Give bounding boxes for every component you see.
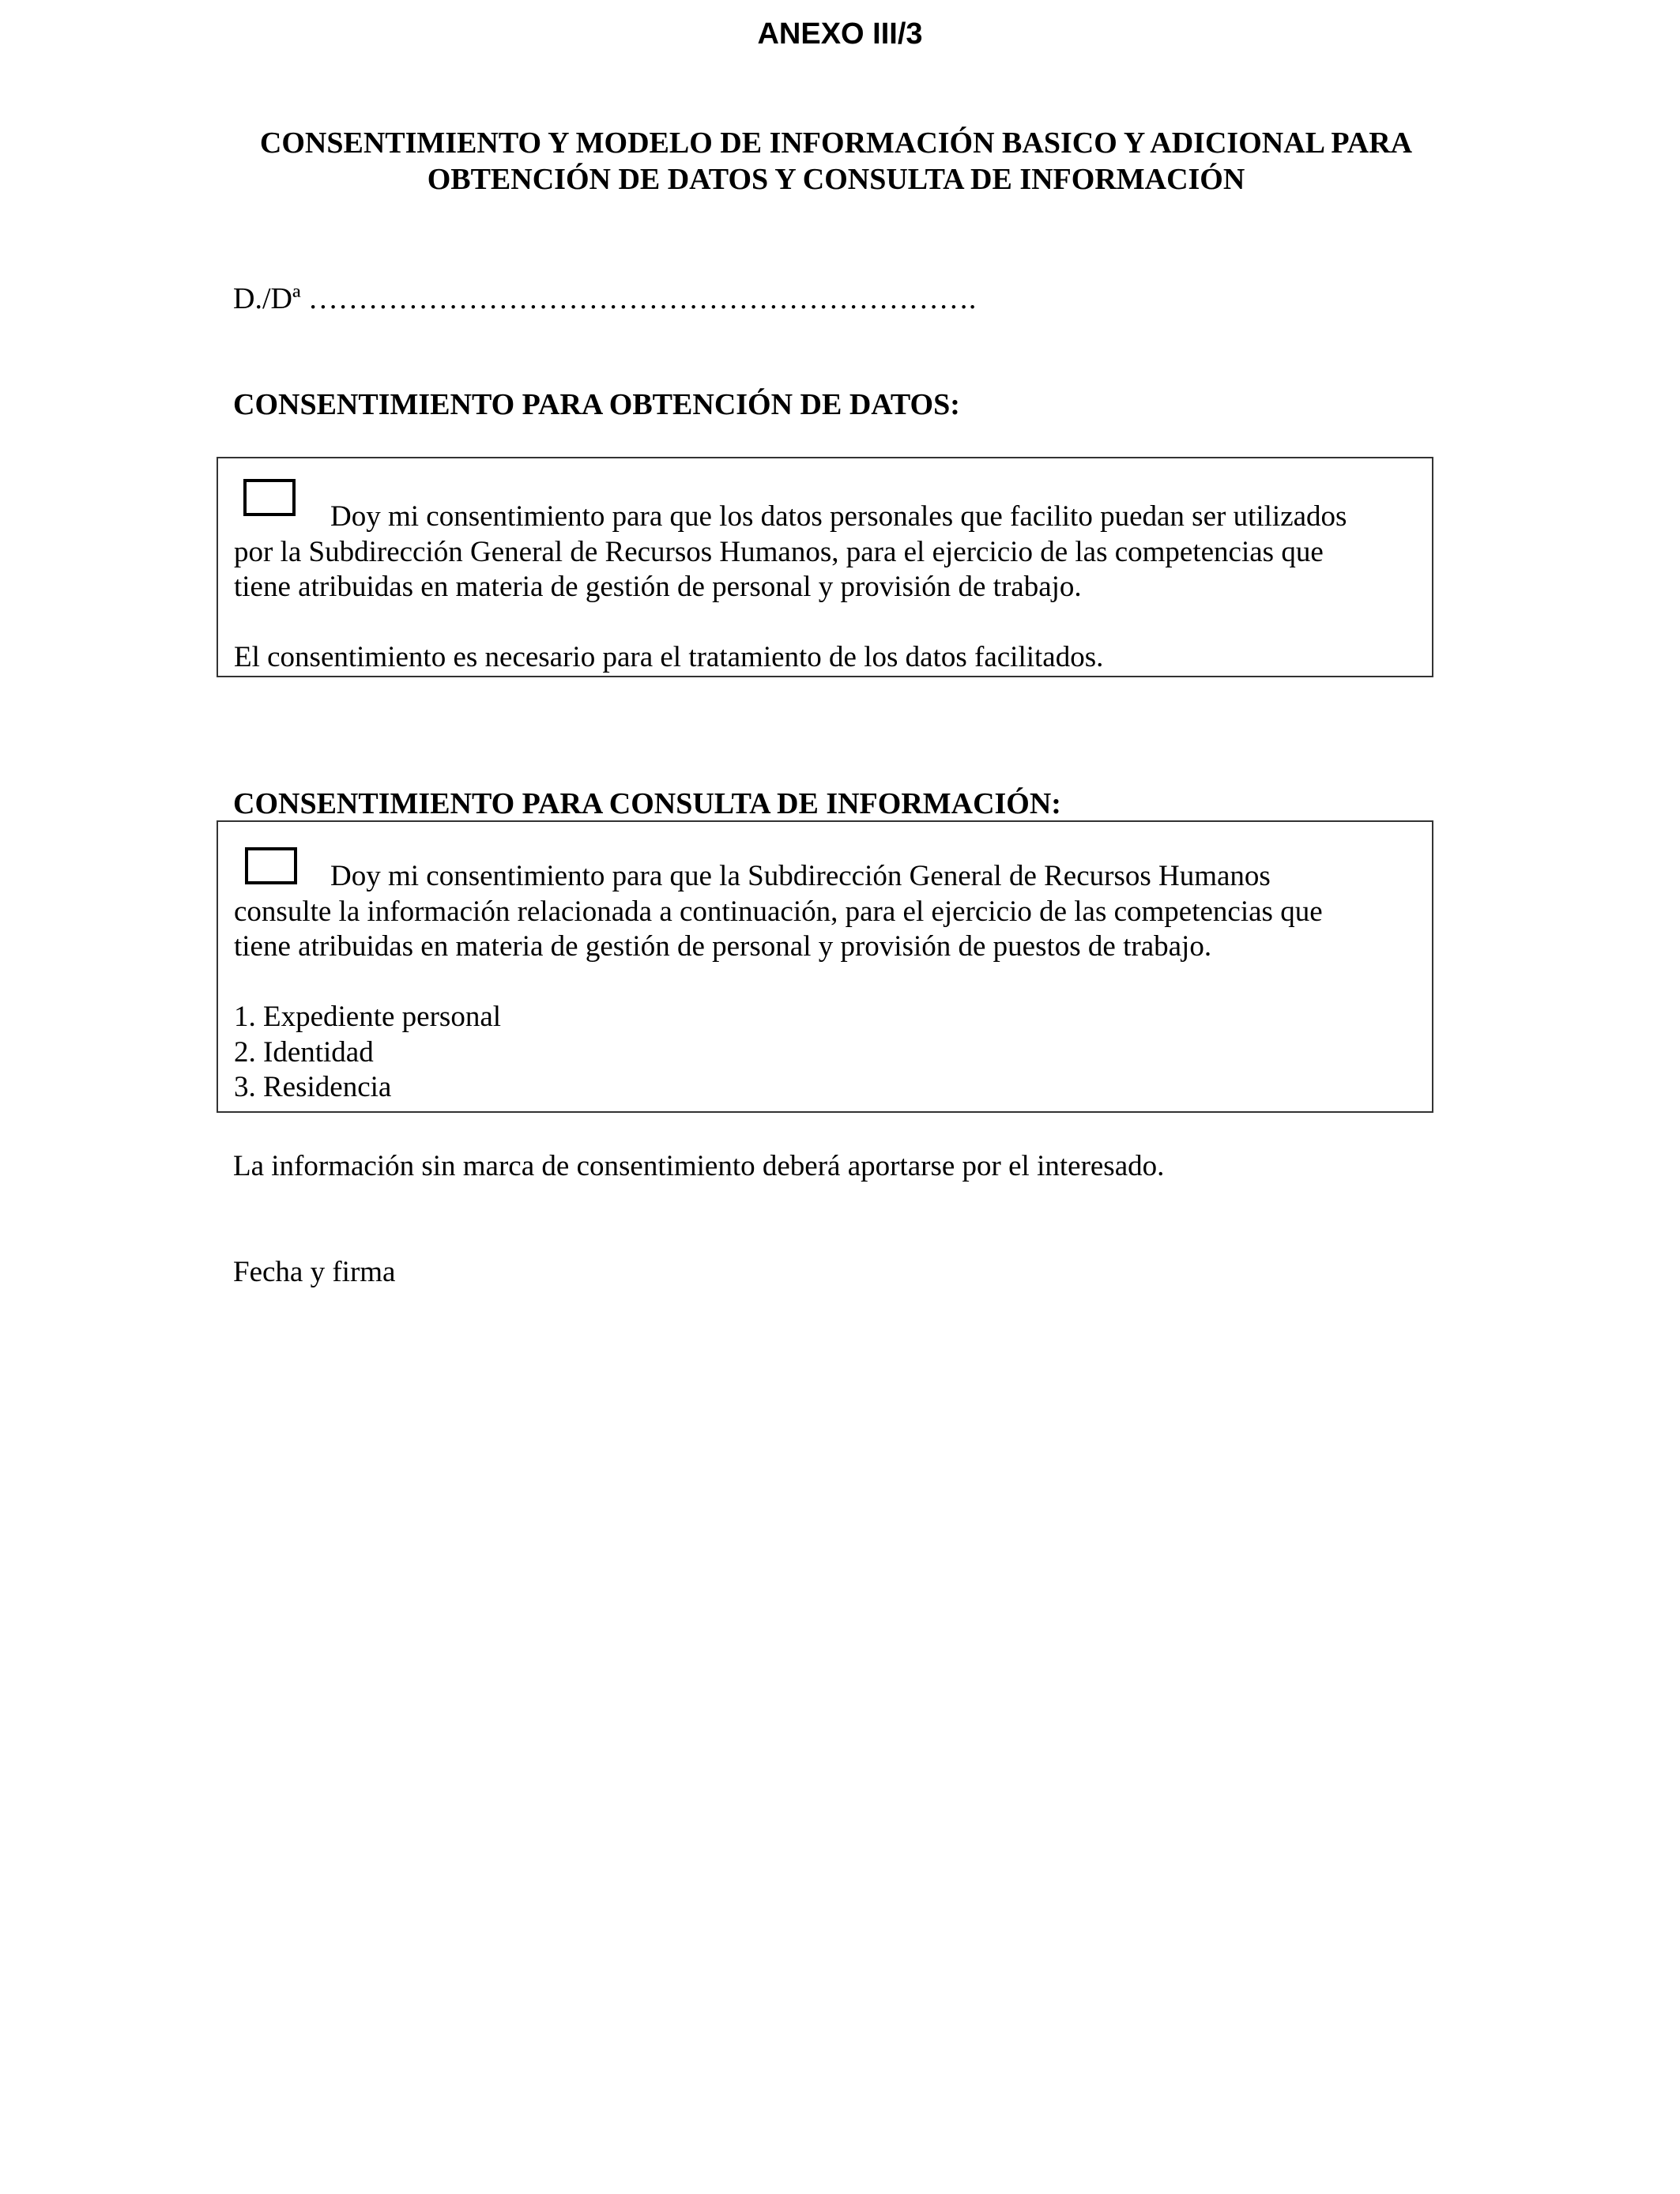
list-item-expediente: 1. Expediente personal bbox=[234, 1001, 502, 1033]
data-consent-line-3: tiene atribuidas en materia de gestión de personal y provisión de trabajo. bbox=[234, 571, 1082, 603]
list-item-residencia: 3. Residencia bbox=[234, 1071, 392, 1103]
name-field[interactable]: D./Dª …………………………………………………………. bbox=[233, 282, 977, 315]
info-consent-heading: CONSENTIMIENTO PARA CONSULTA DE INFORMACIÓN: bbox=[233, 787, 1061, 820]
data-consent-line-1: Doy mi consentimiento para que los datos personales que facilito puedan ser utilizados bbox=[330, 500, 1347, 533]
annex-label: ANEXO III/3 bbox=[757, 17, 923, 51]
info-consent-line-3: tiene atribuidas en materia de gestión de personal y provisión de puestos de trabajo. bbox=[234, 930, 1212, 963]
info-consent-line-2: consulte la información relacionada a continuación, para el ejercicio de las competencias que bbox=[234, 895, 1323, 928]
document-title bbox=[190, 125, 1482, 198]
info-consent-box bbox=[217, 820, 1433, 1113]
list-item-identidad: 2. Identidad bbox=[234, 1035, 374, 1069]
spacer bbox=[234, 605, 1419, 641]
data-consent-heading: CONSENTIMIENTO PARA OBTENCIÓN DE DATOS: bbox=[233, 388, 960, 421]
data-consent-line-2: por la Subdirección General de Recursos Humanos, para el ejercicio de las competencias que bbox=[234, 535, 1324, 568]
info-consent-text bbox=[234, 859, 1419, 1106]
info-consent-line-1: Doy mi consentimiento para que la Subdirección General de Recursos Humanos bbox=[330, 860, 1271, 892]
data-consent-text bbox=[234, 499, 1419, 676]
data-consent-box bbox=[217, 457, 1433, 677]
missing-consent-note: La información sin marca de consentimiento deberá aportarse por el interesado. bbox=[233, 1150, 1165, 1182]
data-consent-note: El consentimiento es necesario para el tratamiento de los datos facilitados. bbox=[234, 641, 1104, 673]
spacer bbox=[234, 965, 1419, 1001]
document-title-line-1: CONSENTIMIENTO Y MODELO DE INFORMACIÓN BASICO Y ADICIONAL PARA bbox=[259, 126, 1413, 160]
date-signature-label: Fecha y firma bbox=[233, 1256, 396, 1288]
document-title-line-2: OBTENCIÓN DE DATOS Y CONSULTA DE INFORMACIÓN bbox=[427, 163, 1245, 196]
